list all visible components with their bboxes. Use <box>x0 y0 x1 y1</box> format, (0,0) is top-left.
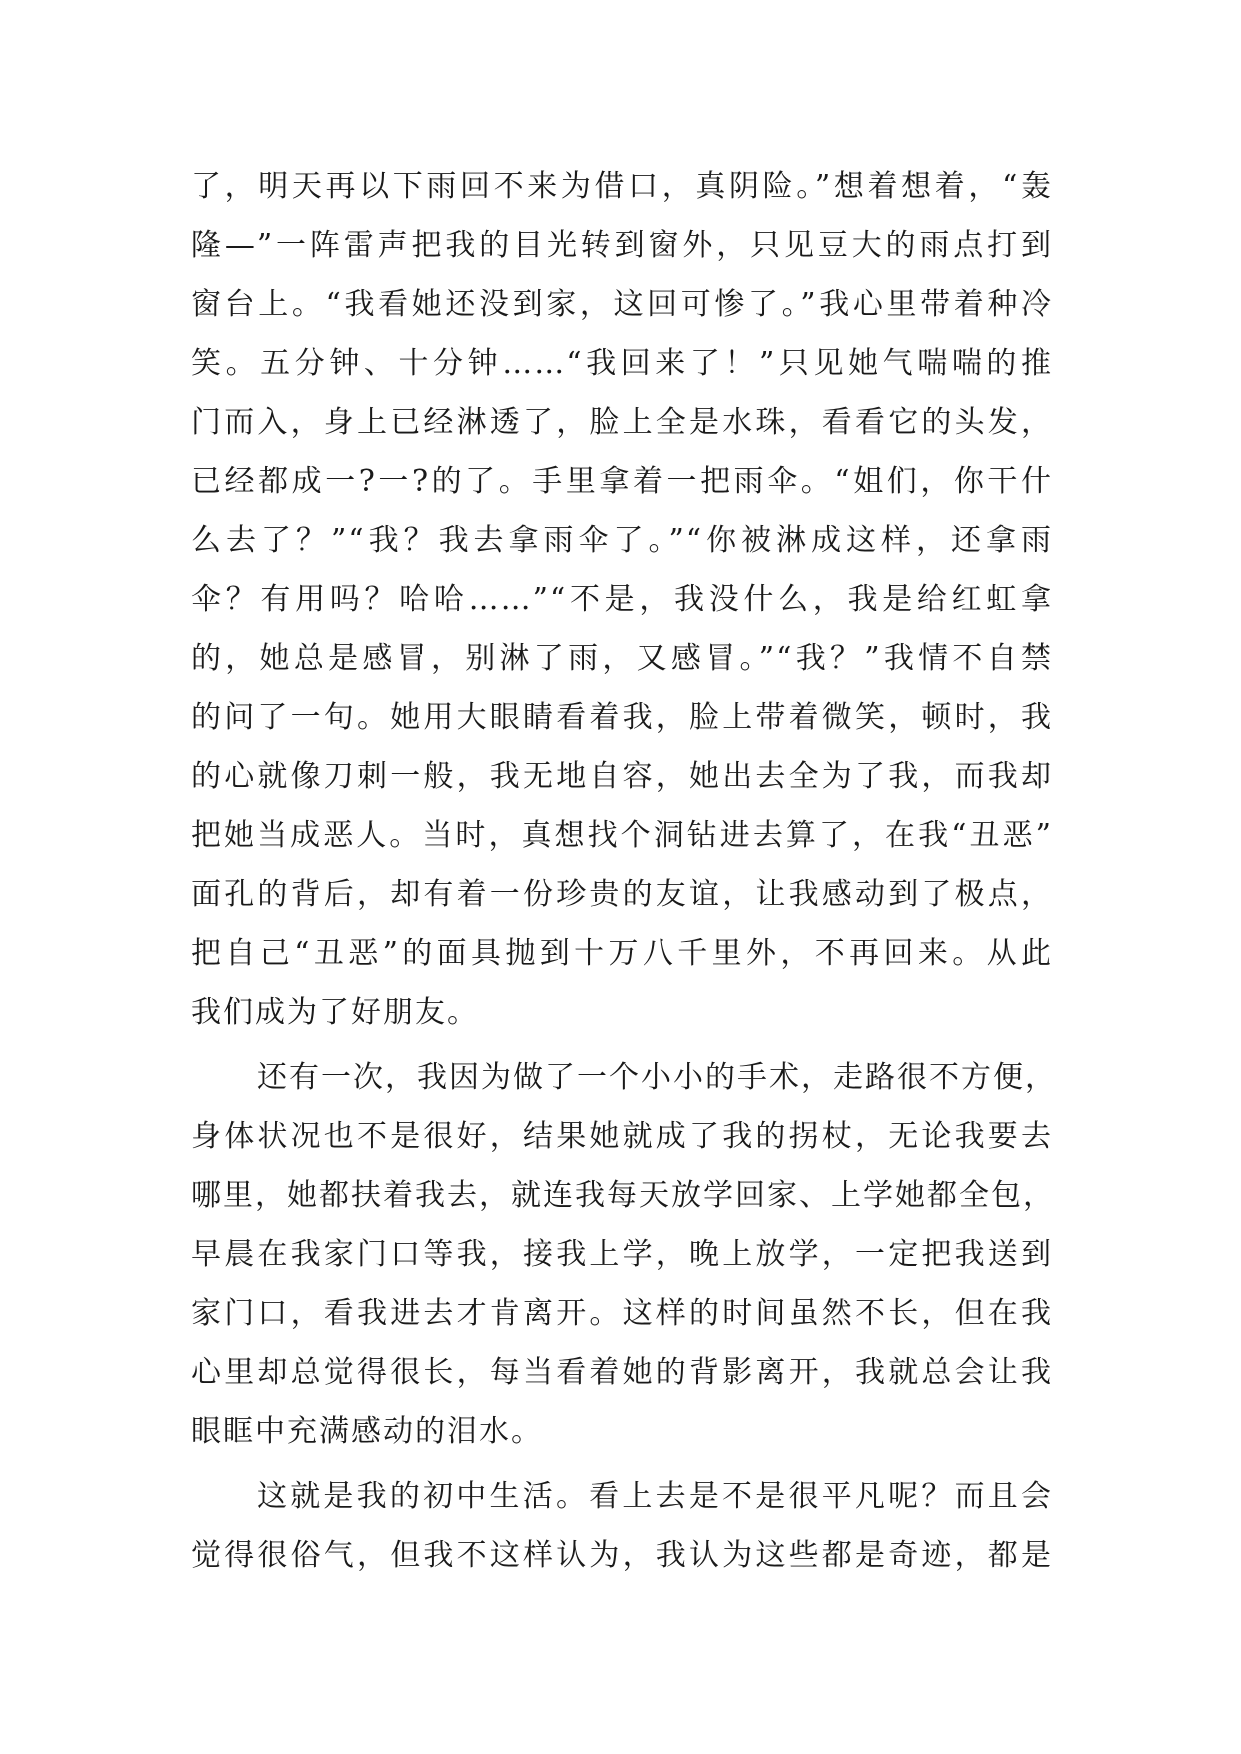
text-line: 心里却总觉得很长，每当看着她的背影离开，我就总会让我 <box>191 1355 1053 1390</box>
text-line: 伞？有用吗？哈哈……”“不是，我没什么，我是给红虹拿 <box>191 582 1053 617</box>
text-line: 家门口，看我进去才肯离开。这样的时间虽然不长，但在我 <box>191 1296 1053 1331</box>
text-line: 的问了一句。她用大眼睛看着我，脸上带着微笑，顿时，我 <box>191 700 1053 735</box>
text-line: 哪里，她都扶着我去，就连我每天放学回家、上学她都全包， <box>191 1178 1055 1213</box>
text-line: 的心就像刀刺一般，我无地自容，她出去全为了我，而我却 <box>191 759 1053 794</box>
text-line: 门而入，身上已经淋透了，脸上全是水珠，看看它的头发， <box>191 405 1053 440</box>
text-line: 身体状况也不是很好，结果她就成了我的拐杖，无论我要去 <box>191 1119 1053 1154</box>
text-line: 的，她总是感冒，别淋了雨，又感冒。”“我？”我情不自禁 <box>191 641 1053 676</box>
paragraph-1 <box>191 157 1053 1042</box>
text-line: 早晨在我家门口等我，接我上学，晚上放学，一定把我送到 <box>191 1237 1053 1272</box>
paragraph-3 <box>191 1467 1053 1585</box>
text-line: 面孔的背后，却有着一份珍贵的友谊，让我感动到了极点， <box>191 877 1053 912</box>
text-line: 把她当成恶人。当时，真想找个洞钻进去算了，在我“丑恶” <box>191 818 1053 853</box>
text-line: 了，明天再以下雨回不来为借口，真阴险。”想着想着，“轰 <box>191 169 1053 204</box>
text-line: 觉得很俗气，但我不这样认为，我认为这些都是奇迹，都是 <box>191 1538 1053 1573</box>
text-line: 窗台上。“我看她还没到家，这回可惨了。”我心里带着种冷 <box>191 287 1053 322</box>
text-line: 这就是我的初中生活。看上去是不是很平凡呢？而且会 <box>257 1479 1053 1514</box>
body-text <box>191 157 1057 1585</box>
text-line: 还有一次，我因为做了一个小小的手术，走路很不方便， <box>257 1060 1057 1095</box>
text-line: 我们成为了好朋友。 <box>191 995 479 1030</box>
text-line: 笑。五分钟、十分钟……“我回来了！”只见她气喘喘的推 <box>191 346 1053 381</box>
text-line: 已经都成一?一?的了。手里拿着一把雨伞。“姐们，你干什 <box>191 464 1053 499</box>
text-line: 隆—”一阵雷声把我的目光转到窗外，只见豆大的雨点打到 <box>191 228 1053 263</box>
text-line: 么去了？”“我？我去拿雨伞了。”“你被淋成这样，还拿雨 <box>191 523 1053 558</box>
text-line: 眼眶中充满感动的泪水。 <box>191 1414 543 1449</box>
text-line: 把自己“丑恶”的面具抛到十万八千里外，不再回来。从此 <box>191 936 1053 971</box>
paragraph-2 <box>191 1048 1057 1461</box>
